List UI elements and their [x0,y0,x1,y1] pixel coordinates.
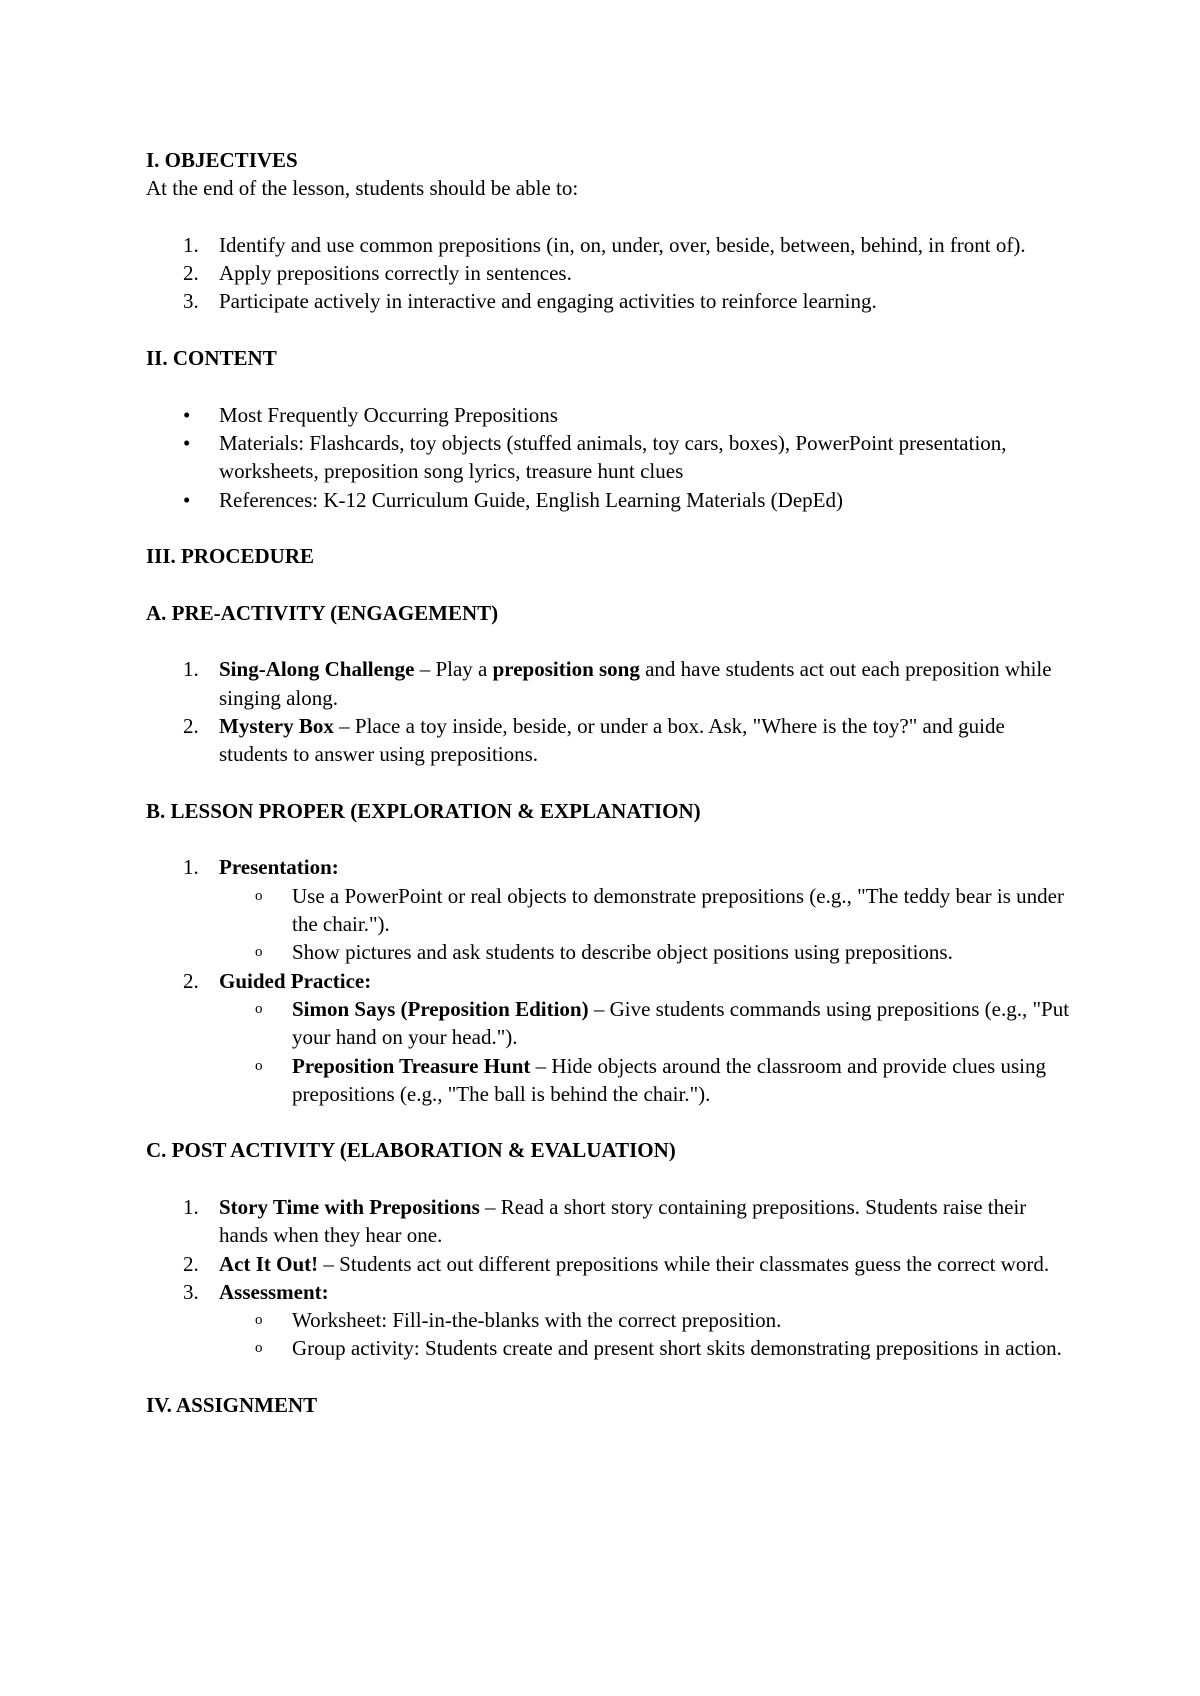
bullet-icon: • [183,430,191,455]
list-item [146,259,1076,287]
list-item [146,401,1076,429]
item-text: Show pictures and ask students to describe object positions using prepositions. [292,940,953,965]
item-title: Preposition Treasure Hunt [292,1053,531,1078]
list-item [146,853,1076,881]
item-text: References: K-12 Curriculum Guide, English Learning Materials (DepEd) [219,487,843,512]
bullet-icon: • [183,402,191,427]
post-activity-heading: C. POST ACTIVITY (ELABORATION & EVALUATION) [146,1138,676,1163]
list-item [146,429,1076,486]
item-title: Act It Out! [219,1251,319,1276]
lesson-proper-list [146,853,1076,1108]
item-text: Worksheet: Fill-in-the-blanks with the correct preposition. [292,1308,782,1333]
list-item [146,287,1076,315]
item-text: Apply prepositions correctly in sentences. [219,261,572,286]
item-title: Simon Says (Preposition Edition) [292,996,589,1021]
item-number: 1. [183,1194,199,1219]
list-item [146,1278,1076,1306]
post-activity-list [146,1193,1076,1363]
circle-bullet-icon: o [255,1312,263,1329]
circle-bullet-icon: o [255,944,263,961]
item-emphasis: preposition song [492,657,640,682]
lesson-proper-heading: B. LESSON PROPER (EXPLORATION & EXPLANATION) [146,798,701,823]
item-text: Most Frequently Occurring Prepositions [219,402,558,427]
list-item [146,712,1076,769]
sub-list-item [146,1052,1076,1109]
pre-activity-list [146,655,1076,768]
procedure-heading: III. PROCEDURE [146,544,315,569]
item-text: – Give students commands using prepositions (e.g., "Put your hand on your head."). [292,996,1070,1050]
item-text: – Hide objects around the classroom and provide clues using prepositions (e.g., "The ball is behind the chair."). [292,1053,1046,1106]
item-title: Assessment: [219,1279,329,1304]
item-text: Use a PowerPoint or real objects to demonstrate prepositions (e.g., "The teddy bear is under the chair."). [292,883,1064,937]
item-text: Participate actively in interactive and engaging activities to reinforce learning. [219,289,877,314]
sub-list-item [146,1306,1076,1334]
list-item [146,1250,1076,1278]
list-item [146,967,1076,995]
item-number: 3. [183,1279,199,1304]
item-title: Mystery Box [219,713,334,738]
item-number: 1. [183,657,199,682]
content-heading: II. CONTENT [146,346,277,371]
list-item [146,231,1076,259]
item-number: 2. [183,713,199,738]
sub-list-item [146,1334,1076,1362]
item-title: Presentation: [219,855,339,880]
item-text: Identify and use common prepositions (in, on, under, over, beside, between, behind, in front of). [219,232,1026,257]
item-text: – Place a toy inside, beside, or under a box. Ask, "Where is the toy?" and guide students to answer using prepositions. [219,713,1005,767]
list-item [146,1193,1076,1250]
objectives-heading: I. OBJECTIVES [146,148,298,172]
item-number: 2. [183,968,199,993]
item-title: Story Time with Prepositions [219,1194,480,1219]
document-page [146,146,1076,1419]
item-title: Guided Practice: [219,968,372,993]
item-text: – Play a [414,657,493,682]
sub-list-item [146,938,1076,966]
sub-list-item [146,995,1076,1052]
item-number: 1. [183,855,199,880]
objectives-list [146,231,1076,316]
list-item [146,486,1076,514]
sub-list-item [146,882,1076,939]
circle-bullet-icon: o [255,1000,263,1017]
objectives-intro: At the end of the lesson, students should be able to: [146,176,579,201]
content-list [146,401,1076,514]
item-text: – Read a short story containing prepositions. Students raise their hands when they hear one. [219,1194,1027,1248]
item-text: – Students act out different prepositions while their classmates guess the correct word. [318,1251,1050,1276]
pre-activity-heading: A. PRE-ACTIVITY (ENGAGEMENT) [146,600,499,625]
item-number: 1. [183,232,199,257]
item-title: Sing-Along Challenge [219,657,415,682]
item-text: Materials: Flashcards, toy objects (stuffed animals, toy cars, boxes), PowerPoint presentation, worksheets, preposition song lyrics, treasure hunt clues [219,430,1007,484]
bullet-icon: • [183,487,191,512]
item-text: and have students act out each preposition while singing along. [219,657,1052,710]
assignment-heading: IV. ASSIGNMENT [146,1393,318,1418]
circle-bullet-icon: o [255,887,263,904]
list-item [146,655,1076,712]
item-number: 3. [183,289,199,314]
item-text: Group activity: Students create and present short skits demonstrating prepositions in action. [292,1336,1062,1361]
circle-bullet-icon: o [255,1340,263,1357]
item-number: 2. [183,261,199,286]
item-number: 2. [183,1251,199,1276]
circle-bullet-icon: o [255,1057,263,1074]
